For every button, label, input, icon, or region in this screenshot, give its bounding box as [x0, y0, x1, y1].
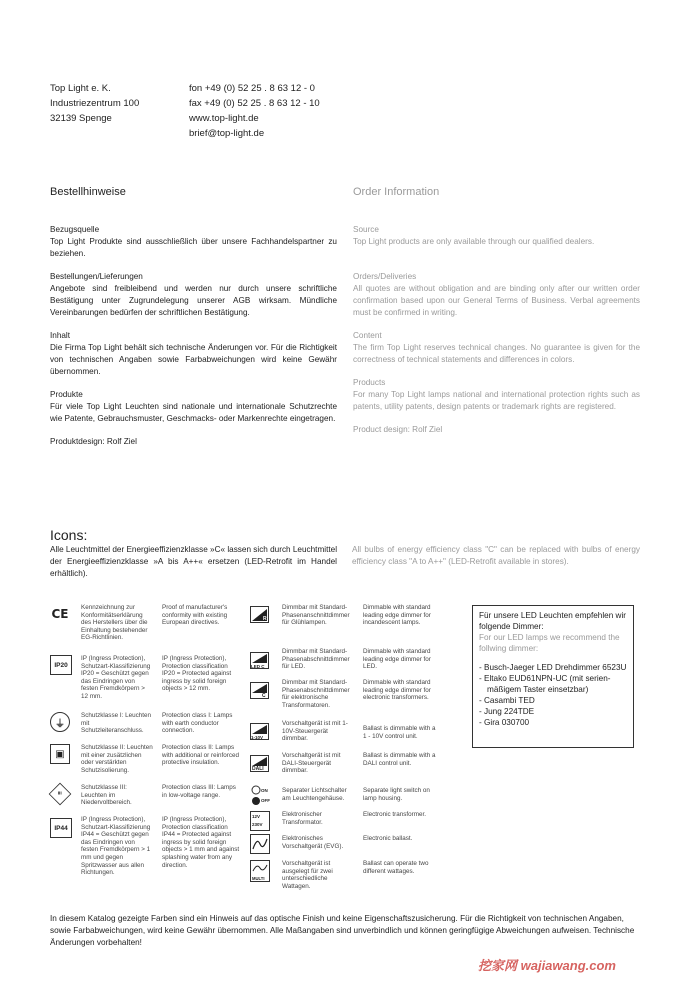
dimmer-list [479, 662, 627, 728]
ip20-description-de: IP (Ingress Protection), Schutzart-Klassifizierung IP20 = Geschützt gegen das Eindringen von festen Fremdkörpern > 12 mm. [81, 655, 151, 700]
protection-class-3-description-de: Schutzklasse III: Leuchten im Niedervoltbereich. [81, 784, 132, 807]
transformer-description-en: Electronic transformer. [363, 811, 426, 818]
dali-icon [250, 755, 269, 772]
dimmable-led-label: LED C [251, 664, 265, 669]
section-heading: Bezugsquelle [50, 225, 100, 234]
order-title-de: Bestellhinweise [50, 186, 126, 198]
ballast-description-de: Elektronisches Vorschaltgerät (EVG). [282, 835, 344, 850]
dimmable-c-label: C [262, 693, 266, 699]
section-content-en [353, 330, 640, 366]
section-source-de [50, 224, 337, 260]
product-design-de: Produktdesign: Rolf Ziel [50, 437, 137, 446]
transformer-description-de: Elektronischer Transformator. [282, 811, 323, 826]
icon-legend-right [250, 604, 440, 889]
dimmable-r-icon [250, 606, 269, 623]
on-off-switch-icon [250, 785, 272, 807]
ip20-icon: IP20 [50, 655, 72, 675]
protection-class-2-icon: ▣ [50, 744, 70, 764]
section-heading: Inhalt [50, 331, 71, 340]
dimmer-item: - Busch-Jaeger LED Drehdimmer 6523U [479, 663, 627, 672]
company-street: Industriezentrum 100 [50, 98, 140, 109]
section-products-en [353, 377, 640, 413]
on-off-description-de: Separater Lichtschalter am Leuchtengehäuse. [282, 787, 347, 802]
section-body: Top Light products are only available through our qualified dealers. [353, 237, 595, 246]
section-products-de [50, 389, 337, 425]
dimmable-r-description-en: Dimmable with standard leading edge dimmer for incandescent lamps. [363, 604, 431, 627]
section-heading: Produkte [50, 390, 83, 399]
dimmable-led-icon [250, 652, 269, 669]
protection-class-1-description-de: Schutzklasse I: Leuchten mit Schutzleiteranschluss. [81, 712, 152, 735]
section-body: All quotes are without obligation and are binding only after our written order confirmation based upon our General Terms of Business. Verbal agreements must be confirmed in writing. [353, 284, 640, 317]
dimmable-1-10v-description-de: Vorschaltgerät ist mit 1- 10V-Steuergerät dimmbar. [282, 720, 348, 743]
section-body: For many Top Light lamps national and international protection rights such as patents, utility patents, design patents or trademark rights are registered. [353, 390, 640, 411]
company-city: 32139 Spenge [50, 113, 112, 124]
protection-class-2-description-de: Schutzklasse II: Leuchten mit einer zusätzlichen oder verstärkten Schutzisolierung. [81, 744, 153, 774]
section-body: The firm Top Light reserves technical changes. No guarantee is given for the correctness of technical statements and differences in colors. [353, 343, 640, 364]
dimmable-led-description-de: Dimmbar mit Standard-Phasenabschnittdimmer für LED. [282, 648, 350, 671]
dimmer-item: - Casambi TED [479, 696, 535, 705]
dali-label: DALI [252, 766, 264, 772]
section-heading: Orders/Deliveries [353, 272, 417, 281]
dimmer-recommendation-box [472, 605, 634, 748]
on-off-label: ON OFF [261, 788, 270, 803]
transformer-label: 12V 230V [252, 814, 263, 827]
icons-title: Icons: [50, 527, 88, 543]
multi-description-en: Ballast can operate two different wattages. [363, 860, 429, 875]
protection-class-3-icon [49, 783, 72, 806]
section-heading: Products [353, 378, 386, 387]
ce-description-de: Kennzeichnung zur Konformitätserklärung des Herstellers über die Einhaltung bestehender EG-Richtlinien. [81, 604, 148, 642]
multi-description-de: Vorschaltgerät ist ausgelegt für zwei unterschiedliche Wattagen. [282, 860, 333, 890]
order-title-en: Order Information [353, 186, 440, 198]
dimmable-c-icon [250, 682, 269, 699]
electronic-transformer-icon [250, 811, 270, 831]
protection-class-3-label: III [57, 791, 63, 797]
dimmable-r-description-de: Dimmbar mit Standard-Phasenanschnittdimmer für Glühlampen. [282, 604, 350, 627]
dimmable-1-10v-icon [250, 723, 269, 740]
section-source-en [353, 224, 640, 248]
dimmer-box-title-en: For our LED lamps we recommend the follwing dimmer: [479, 633, 620, 653]
ce-description-en: Proof of manufacturer's conformity with existing European directives. [162, 604, 228, 627]
icons-intro-de: Alle Leuchtmittel der Energieeffizienzklasse »C« lassen sich durch Leuchtmittel der Energieeffizienzklasse »A bis A++« ersetzen (LED-Retrofit im Handel erhältlich). [50, 545, 338, 578]
footer-disclaimer: In diesem Katalog gezeigte Farben sind ein Hinweis auf das optische Finish und keine Eigenschaftszusicherung. Für die Richtigkeit von technischen Angaben, sowie Farbabweichungen, wird keine Gewähr übernommen. Alle Maßangaben sind unverbindlich und können geringfügige Abweichungen aufweisen. Technische Änderungen vorbehalten! [50, 914, 635, 947]
electronic-ballast-icon [250, 834, 270, 854]
dimmer-item: - Jung 224TDE [479, 707, 535, 716]
dimmable-c-description-de: Dimmbar mit Standard-Phasenabschnittdimmer für elektronische Transformatoren. [282, 679, 350, 709]
section-body: Die Firma Top Light behält sich technische Änderungen vor. Für die Richtigkeit von technischen Angaben sowie Farbabweichungen wird keine Gewähr übernommen. [50, 343, 337, 376]
section-orders-en [353, 271, 640, 319]
section-content-de [50, 330, 337, 378]
ce-icon: CE [50, 604, 70, 624]
company-website[interactable]: www.top-light.de [189, 113, 259, 124]
company-fax: fax +49 (0) 52 25 . 8 63 12 - 10 [189, 98, 320, 109]
section-heading: Content [353, 331, 382, 340]
section-heading: Bestellungen/Lieferungen [50, 272, 143, 281]
multi-wattage-icon [250, 860, 270, 882]
section-heading: Source [353, 225, 379, 234]
ballast-description-en: Electronic ballast. [363, 835, 413, 842]
section-body: Für viele Top Light Leuchten sind nationale und internationale Schutzrechte wie Patente, Gebrauchsmuster, Geschmacks- oder Markenrechte eingetragen. [50, 402, 337, 423]
icon-legend-left [50, 604, 240, 889]
section-body: Top Light Produkte sind ausschließlich über unsere Fachhandelspartner zu beziehen. [50, 237, 337, 258]
multi-label: MULTI [252, 876, 265, 881]
dimmer-item: - Eltako EUD61NPN-UC (mit serien-mäßigem Taster einsetzbar) [479, 674, 611, 694]
protection-class-1-icon: ⏚ [50, 712, 70, 732]
dimmable-c-description-en: Dimmable with standard leading edge dimmer for electronic transformers. [363, 679, 431, 702]
ip20-description-en: IP (Ingress Protection), Protection classification IP20 = Protected against ingress by solid foreign objects > 12 mm. [162, 655, 232, 693]
on-off-description-en: Separate light switch on lamp housing. [363, 787, 430, 802]
dimmer-box-title-de: Für unsere LED Leuchten empfehlen wir folgende Dimmer: [479, 611, 626, 631]
protection-class-2-description-en: Protection class II: Lamps with additional or reinforced protective insulation. [162, 744, 240, 767]
dimmable-led-description-en: Dimmable with standard leading edge dimmer for LED. [363, 648, 431, 671]
company-email[interactable]: brief@top-light.de [189, 128, 265, 139]
company-name: Top Light e. K. [50, 83, 111, 94]
protection-class-3-description-en: Protection class III: Lamps in low-voltage range. [162, 784, 236, 799]
company-phone: fon +49 (0) 52 25 . 8 63 12 - 0 [189, 83, 315, 94]
order-column-de [50, 224, 337, 448]
product-design-en: Product design: Rolf Ziel [353, 425, 443, 434]
protection-class-1-description-en: Protection class I: Lamps with earth conductor connection. [162, 712, 233, 735]
dimmable-1-10v-label: 1-10V [251, 735, 264, 740]
dimmable-1-10v-description-en: Ballast is dimmable with a 1 - 10V control unit. [363, 725, 436, 740]
ip44-description-de: IP (Ingress Protection), Schutzart-Klassifizierung IP44 = Geschützt gegen das Eindringen von festen Fremdkörpern > 1 mm und gegen Spritzwasser aus allen Richtungen. [81, 816, 151, 877]
dali-description-de: Vorschaltgerät ist mit DALI-Steuergerät dimmbar. [282, 752, 341, 775]
icons-intro-en: All bulbs of energy efficiency class "C" can be replaced with bulbs of energy efficiency class "A to A++" (LED-Retrofit available in stores). [352, 545, 640, 566]
section-orders-de [50, 271, 337, 319]
order-column-en [353, 224, 640, 436]
watermark: 挖家网 wajiawang.com [478, 958, 616, 973]
dimmable-r-label: R [263, 616, 267, 622]
ip44-icon: IP44 [50, 818, 72, 838]
dimmer-item: - Gira 030700 [479, 718, 530, 727]
ip44-description-en: IP (Ingress Protection), Protection classification IP44 = Protected against ingress by solid foreign objects > 1 mm and against splashing water from any direction. [162, 816, 240, 869]
section-body: Angebote sind freibleibend und werden nur durch unsere schriftliche Bestätigung unter Zugrundelegung unserer AGB wirksam. Mündliche Vereinbarungen bedürfen der schriftlichen Bestätigung. [50, 284, 337, 317]
dali-description-en: Ballast is dimmable with a DALI control unit. [363, 752, 436, 767]
